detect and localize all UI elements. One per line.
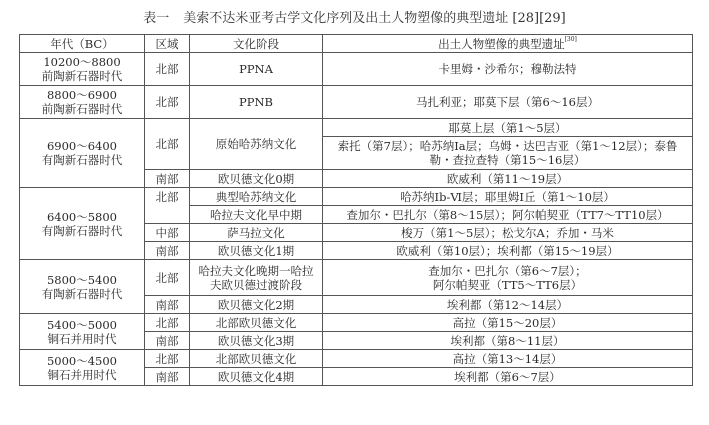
era-range: 5800～5400	[46, 272, 118, 287]
era-cell	[20, 350, 145, 386]
era-cell	[20, 53, 145, 86]
era-range: 5400～5000	[46, 317, 118, 332]
sites-cell: 哈苏纳Ib-Ⅵ层；耶里姆Ⅰ丘（第1～10层）	[323, 188, 693, 206]
era-cell	[20, 86, 145, 119]
era-name: 前陶新石器时代	[41, 102, 123, 116]
sites-cell: 卡里姆・沙希尔；穆勒法特	[323, 53, 693, 86]
culture-cell: 欧贝德文化3期	[190, 332, 323, 350]
site-line: 查加尔・巴扎尔（第6～7层）；	[428, 263, 587, 278]
sites-cell: 梭万（第1～5层）；松戈尔A；乔加・马米	[323, 224, 693, 242]
culture-cell: 欧贝德文化2期	[190, 296, 323, 314]
era-name: 铜石并用时代	[47, 367, 117, 382]
header-sites	[323, 35, 693, 53]
region-cell: 北部	[145, 314, 190, 332]
sites-cell: 埃利都（第6～7层）	[323, 368, 693, 386]
sites-cell: 欧威利（第10层）；埃利都（第15～19层）	[323, 242, 693, 260]
sites-cell: 高拉（第13～14层）	[323, 350, 693, 368]
sites-cell: 高拉（第15～20层）	[323, 314, 693, 332]
table-caption	[0, 7, 709, 26]
header-era: 年代（BC）	[20, 35, 145, 53]
table-row	[20, 53, 693, 86]
era-cell	[20, 314, 145, 350]
culture-sequence-table	[19, 34, 693, 386]
region-cell: 北部	[145, 188, 190, 224]
culture-cell: 哈拉夫文化早中期	[190, 206, 323, 224]
sites-cell: 埃利都（第8～11层）	[323, 332, 693, 350]
culture-cell: PPNA	[190, 53, 323, 86]
region-cell: 北部	[145, 53, 190, 86]
region-cell: 北部	[145, 350, 190, 368]
era-cell	[20, 188, 145, 260]
header-sites-label: 出土人物塑像的典型遗址	[438, 36, 565, 51]
region-cell: 南部	[145, 170, 190, 188]
header-culture: 文化阶段	[190, 35, 323, 53]
table-row	[20, 350, 693, 368]
region-cell: 北部	[145, 260, 190, 296]
region-cell: 中部	[145, 224, 190, 242]
caption-label: 表一	[143, 11, 170, 26]
era-cell	[20, 260, 145, 314]
table-row	[20, 188, 693, 206]
sites-cell: 耶莫上层（第1～5层）	[323, 119, 693, 137]
era-range: 10200～8800	[43, 55, 121, 69]
era-name: 前陶新石器时代	[41, 69, 123, 83]
sites-cell	[323, 260, 693, 296]
era-range: 8800～6900	[46, 88, 118, 102]
culture-cell: PPNB	[190, 86, 323, 119]
era-name: 有陶新石器时代	[41, 286, 123, 301]
sites-cell: 埃利都（第12～14层）	[323, 296, 693, 314]
region-cell: 南部	[145, 242, 190, 260]
sites-cell: 欧威利（第11～19层）	[323, 170, 693, 188]
culture-cell: 原始哈苏纳文化	[190, 119, 323, 170]
culture-cell: 萨马拉文化	[190, 224, 323, 242]
era-range: 5000～4500	[46, 353, 118, 368]
table-row	[20, 86, 693, 119]
table-row	[20, 260, 693, 296]
era-range: 6400～5800	[46, 209, 118, 224]
era-name: 有陶新石器时代	[41, 223, 123, 238]
sites-cell: 索托（第7层）；哈苏纳Ia层；乌姆・达巴吉亚（第1～12层）；泰鲁勒・查拉查特（第15～16层）	[323, 137, 693, 170]
era-name: 铜石并用时代	[47, 331, 117, 346]
site-line: 阿尔帕契亚（TT5～TT6层）	[432, 277, 583, 292]
era-cell	[20, 119, 145, 188]
header-region: 区域	[145, 35, 190, 53]
region-cell: 南部	[145, 368, 190, 386]
header-sites-ref: [30]	[564, 35, 577, 43]
culture-cell: 典型哈苏纳文化	[190, 188, 323, 206]
region-cell: 北部	[145, 86, 190, 119]
culture-cell: 北部欧贝德文化	[190, 314, 323, 332]
region-cell: 北部	[145, 119, 190, 170]
region-cell: 南部	[145, 332, 190, 350]
era-range: 6900～6400	[46, 139, 118, 153]
culture-cell: 欧贝德文化4期	[190, 368, 323, 386]
culture-cell: 哈拉夫文化晚期一哈拉夫欧贝德过渡阶段	[190, 260, 323, 296]
culture-cell: 欧贝德文化0期	[190, 170, 323, 188]
culture-cell: 北部欧贝德文化	[190, 350, 323, 368]
era-name: 有陶新石器时代	[41, 153, 123, 167]
sites-cell: 查加尔・巴扎尔（第8～15层）；阿尔帕契亚（TT7～TT10层）	[323, 206, 693, 224]
table-row	[20, 314, 693, 332]
table-row	[20, 119, 693, 137]
culture-cell: 欧贝德文化1期	[190, 242, 323, 260]
caption-title: 美索不达米亚考古学文化序列及出土人物塑像的典型遗址 [28][29]	[183, 11, 566, 26]
header-row	[20, 35, 693, 53]
sites-cell: 马扎利亚；耶莫下层（第6～16层）	[323, 86, 693, 119]
region-cell: 南部	[145, 296, 190, 314]
